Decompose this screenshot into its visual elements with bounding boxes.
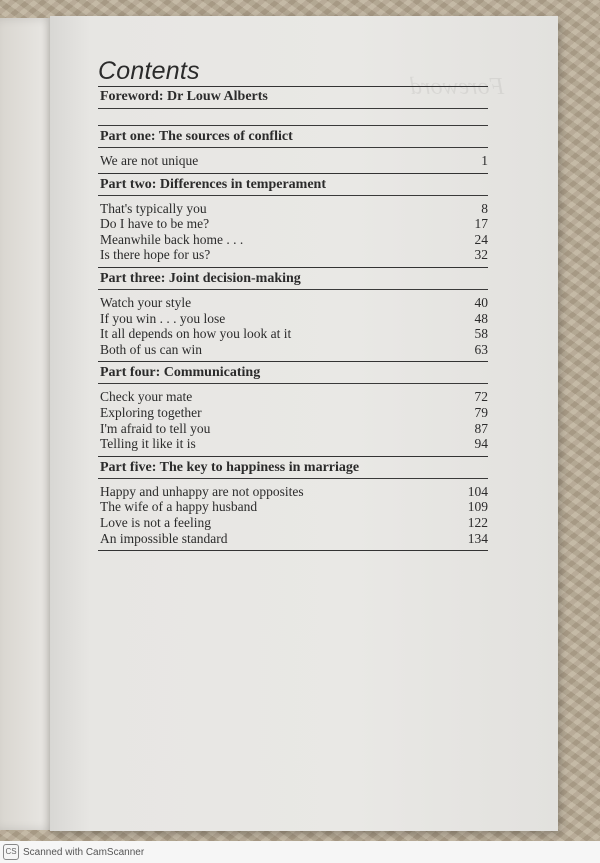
entry-title: The wife of a happy husband — [100, 499, 258, 515]
entry-page-number: 87 — [474, 420, 488, 436]
toc-entry — [98, 421, 488, 437]
toc-section — [98, 362, 488, 456]
entry-page-number: 1 — [481, 153, 488, 168]
toc-entry — [98, 153, 488, 169]
foreword-entry: Foreword: Dr Louw Alberts — [100, 89, 268, 104]
entry-title: If you win . . . you lose — [100, 310, 226, 326]
section-heading: Part four: Communicating — [100, 365, 261, 381]
entries-list — [98, 148, 488, 173]
toc-entry — [98, 515, 488, 531]
entry-title: An impossible standard — [100, 530, 228, 546]
entry-title: Is there hope for us? — [100, 247, 211, 263]
toc-section — [98, 457, 488, 551]
entry-page-number: 79 — [474, 404, 488, 420]
entry-page-number: 24 — [474, 231, 488, 247]
entry-page-number: 58 — [474, 326, 488, 342]
toc-entry — [98, 531, 488, 547]
entry-page-number: 17 — [474, 216, 488, 232]
entry-title: Love is not a feeling — [100, 514, 211, 530]
section-heading: Part two: Differences in temperament — [100, 176, 326, 192]
toc-entry — [98, 389, 488, 405]
show-through-text: Foreword — [410, 74, 505, 100]
toc-entry — [98, 311, 488, 327]
section-heading: Part three: Joint decision-making — [100, 270, 301, 286]
entry-page-number: 122 — [467, 514, 488, 530]
entries-list — [98, 479, 488, 550]
entry-page-number: 8 — [481, 200, 488, 216]
book-page — [50, 16, 558, 831]
camscanner-logo-icon: CS — [3, 844, 19, 860]
entries-list — [98, 384, 488, 455]
entry-page-number: 48 — [474, 310, 488, 326]
toc-entry — [98, 216, 488, 232]
entry-page-number: 94 — [474, 436, 488, 452]
toc-entry — [98, 499, 488, 515]
entry-page-number: 109 — [467, 499, 488, 515]
toc-section — [98, 174, 488, 268]
toc-entry — [98, 232, 488, 248]
entry-title: It all depends on how you look at it — [100, 326, 292, 342]
toc-entry — [98, 295, 488, 311]
entry-page-number: 40 — [474, 294, 488, 310]
entry-title: That's typically you — [100, 200, 207, 216]
sections-list — [98, 126, 488, 551]
entry-title: Happy and unhappy are not opposites — [100, 483, 304, 499]
toc-entry — [98, 342, 488, 358]
section-end-rule — [98, 550, 488, 551]
section-heading: Part five: The key to happiness in marriage — [100, 459, 360, 475]
entries-list — [98, 196, 488, 267]
scanner-footer — [0, 841, 600, 863]
entries-list — [98, 290, 488, 361]
entry-page-number: 32 — [474, 247, 488, 263]
entry-title: Check your mate — [100, 389, 193, 405]
entry-page-number: 63 — [474, 341, 488, 357]
toc-section — [98, 126, 488, 174]
section-heading: Part one: The sources of conflict — [100, 129, 293, 144]
toc-entry — [98, 326, 488, 342]
scanner-label: Scanned with CamScanner — [23, 846, 145, 858]
toc-entry — [98, 484, 488, 500]
entry-page-number: 72 — [474, 389, 488, 405]
toc-entry — [98, 247, 488, 263]
entry-title: I'm afraid to tell you — [100, 420, 211, 436]
entry-title: We are not unique — [100, 153, 199, 168]
entry-page-number: 134 — [467, 530, 488, 546]
toc-section — [98, 268, 488, 362]
entry-title: Watch your style — [100, 294, 192, 310]
entry-page-number: 104 — [467, 483, 488, 499]
contents-title: Contents — [98, 57, 200, 85]
entry-title: Do I have to be me? — [100, 216, 210, 232]
toc-entry — [98, 405, 488, 421]
toc-entry — [98, 201, 488, 217]
toc-entry — [98, 436, 488, 452]
entry-title: Telling it like it is — [100, 436, 196, 452]
entry-title: Exploring together — [100, 404, 202, 420]
entry-title: Both of us can win — [100, 341, 202, 357]
entry-title: Meanwhile back home . . . — [100, 231, 244, 247]
table-of-contents — [98, 56, 488, 551]
